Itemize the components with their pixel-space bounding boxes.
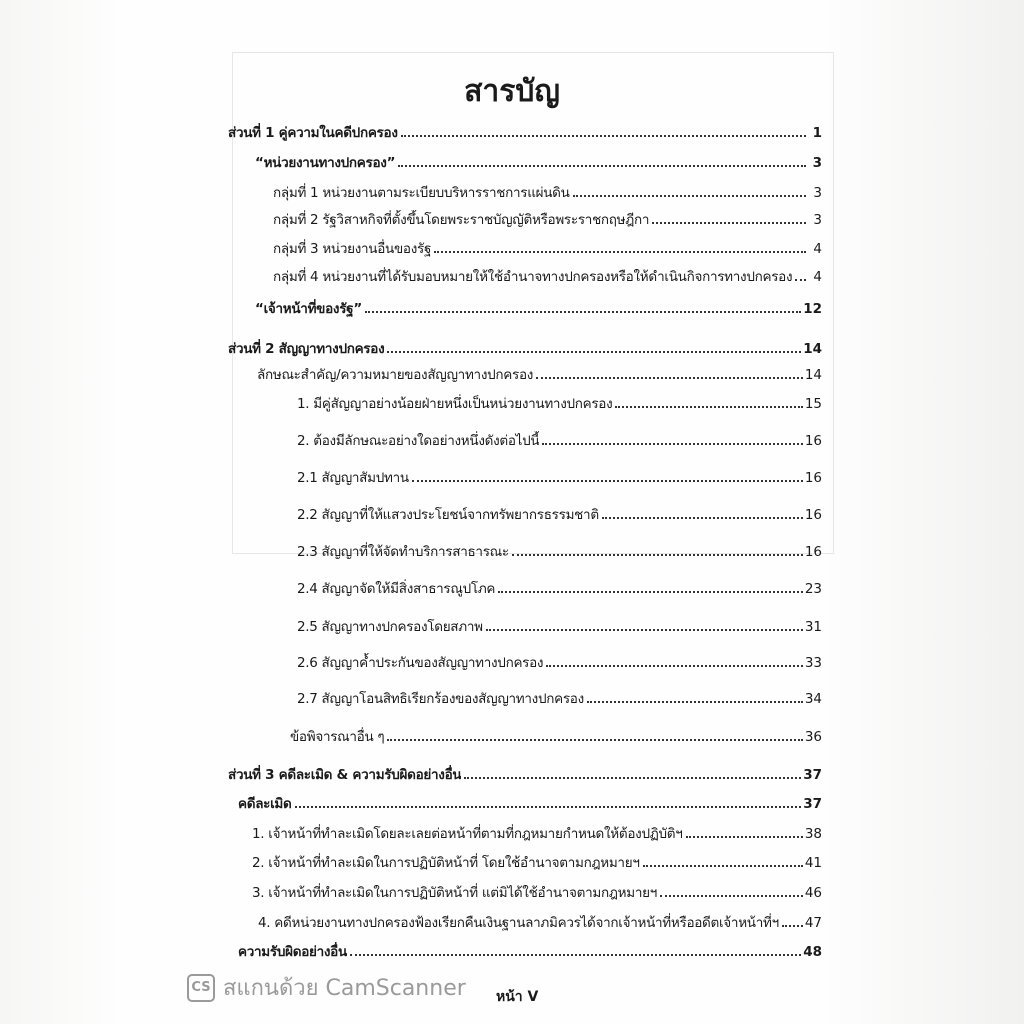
toc-entry-label: 3. เจ้าหน้าที่ทำละเมิดในการปฏิบัติหน้าที่ แต่มิได้ใช้อำนาจตามกฎหมายฯ bbox=[252, 885, 658, 901]
toc-entry-label: ลักษณะสำคัญ/ความหมายของสัญญาทางปกครอง bbox=[257, 367, 534, 383]
toc-entry bbox=[297, 689, 822, 709]
toc-entry-page: 16 bbox=[804, 507, 822, 523]
toc-entry-page: 16 bbox=[804, 544, 822, 560]
dot-leader bbox=[536, 377, 803, 379]
toc-entry-page: 31 bbox=[804, 619, 822, 635]
toc-entry-label: ความรับผิดอย่างอื่น bbox=[238, 944, 347, 960]
toc-entry bbox=[297, 579, 822, 599]
dot-leader bbox=[782, 925, 803, 927]
toc-entry bbox=[228, 123, 822, 143]
toc-entry-label: ส่วนที่ 1 คู่ความในคดีปกครอง bbox=[228, 125, 398, 141]
toc-entry-page: 3 bbox=[813, 212, 822, 228]
toc-title: สารบัญ bbox=[464, 74, 560, 109]
dot-leader bbox=[512, 554, 803, 556]
dot-leader bbox=[350, 954, 801, 956]
toc-entry bbox=[297, 431, 822, 451]
toc-entry-label: ข้อพิจารณาอื่น ๆ bbox=[290, 729, 385, 745]
toc-entry-label: กลุ่มที่ 3 หน่วยงานอื่นของรัฐ bbox=[273, 241, 432, 257]
toc-entry-page: 3 bbox=[812, 155, 822, 171]
dot-leader bbox=[486, 629, 803, 631]
toc-entry-page: 47 bbox=[804, 915, 822, 931]
dot-leader bbox=[643, 865, 803, 867]
dot-leader bbox=[602, 517, 803, 519]
toc-entry-page: 16 bbox=[804, 470, 822, 486]
toc-entry bbox=[258, 913, 822, 933]
dot-leader bbox=[398, 165, 806, 167]
toc-entry-label: คดีละเมิด bbox=[238, 796, 292, 812]
toc-entry-page: 12 bbox=[803, 301, 822, 317]
dot-leader bbox=[365, 311, 801, 313]
toc-entry bbox=[228, 339, 822, 359]
toc-entry-page: 3 bbox=[813, 185, 822, 201]
toc-entry-label: กลุ่มที่ 1 หน่วยงานตามระเบียบบริหารราชการแผ่นดิน bbox=[273, 185, 570, 201]
toc-entry-page: 15 bbox=[804, 396, 822, 412]
toc-entry-label: กลุ่มที่ 2 รัฐวิสาหกิจที่ตั้งขึ้นโดยพระราชบัญญัติหรือพระราชกฤษฎีกา bbox=[273, 212, 650, 228]
dot-leader bbox=[434, 251, 806, 253]
toc-entry-page: 4 bbox=[813, 241, 822, 257]
toc-entry bbox=[297, 468, 822, 488]
toc-entry-label: 2.5 สัญญาทางปกครองโดยสภาพ bbox=[297, 619, 483, 635]
dot-leader bbox=[412, 480, 803, 482]
dot-leader bbox=[587, 701, 803, 703]
dot-leader bbox=[546, 665, 803, 667]
toc-entry-page: 41 bbox=[804, 855, 822, 871]
dot-leader bbox=[464, 777, 801, 779]
dot-leader bbox=[615, 406, 802, 408]
toc-entry-page: 48 bbox=[803, 944, 822, 960]
toc-entry-label: กลุ่มที่ 4 หน่วยงานที่ได้รับมอบหมายให้ใช้อำนาจทางปกครองหรือให้ดำเนินกิจการทางปกครอง bbox=[273, 269, 793, 285]
toc-entry-page: 38 bbox=[804, 826, 822, 842]
toc-entry-label: 2.4 สัญญาจัดให้มีสิ่งสาธารณูปโภค bbox=[297, 581, 496, 597]
toc-entry bbox=[297, 505, 822, 525]
toc-entry-page: 14 bbox=[804, 367, 822, 383]
watermark-text: สแกนด้วย CamScanner bbox=[223, 976, 466, 1001]
toc-entry-label: 4. คดีหน่วยงานทางปกครองฟ้องเรียกคืนเงินฐานลาภมิควรได้จากเจ้าหน้าที่หรืออดีตเจ้าหน้าที่ฯ bbox=[258, 915, 779, 931]
toc-entry bbox=[290, 727, 822, 747]
camscanner-watermark bbox=[187, 970, 466, 1005]
toc-entry-label: 1. มีคู่สัญญาอย่างน้อยฝ่ายหนึ่งเป็นหน่วยงานทางปกครอง bbox=[297, 396, 613, 412]
toc-entry-page: 33 bbox=[804, 655, 822, 671]
toc-entry bbox=[273, 267, 822, 287]
page-number: หน้า V bbox=[496, 989, 539, 1005]
toc-entry-page: 16 bbox=[804, 433, 822, 449]
toc-entry bbox=[252, 824, 822, 844]
toc-entry-page: 36 bbox=[804, 729, 822, 745]
toc-entry-label: “เจ้าหน้าที่ของรัฐ” bbox=[255, 301, 362, 317]
dot-leader bbox=[542, 443, 802, 445]
dot-leader bbox=[387, 739, 802, 741]
dot-leader bbox=[295, 806, 802, 808]
toc-entry-page: 14 bbox=[803, 341, 822, 357]
toc-entry bbox=[273, 239, 822, 259]
dot-leader bbox=[652, 222, 806, 224]
toc-entry bbox=[255, 299, 822, 319]
camscanner-logo-icon: CS bbox=[187, 974, 215, 1002]
toc-entry bbox=[273, 210, 822, 230]
toc-entry-page: 23 bbox=[804, 581, 822, 597]
toc-entry bbox=[297, 653, 822, 673]
toc-entry-label: 2.2 สัญญาที่ให้แสวงประโยชน์จากทรัพยากรธรรมชาติ bbox=[297, 507, 599, 523]
toc-entry bbox=[297, 542, 822, 562]
dot-leader bbox=[660, 895, 803, 897]
toc-entry bbox=[238, 794, 822, 814]
toc-entry bbox=[273, 183, 822, 203]
toc-entry-label: “หน่วยงานทางปกครอง” bbox=[255, 155, 396, 171]
dot-leader bbox=[401, 135, 806, 137]
toc-entry-page: 34 bbox=[804, 691, 822, 707]
toc-entry bbox=[257, 365, 822, 385]
toc-entry-label: 2.7 สัญญาโอนสิทธิเรียกร้องของสัญญาทางปกครอง bbox=[297, 691, 584, 707]
toc-entry bbox=[297, 394, 822, 414]
toc-entry bbox=[252, 883, 822, 903]
toc-entry-label: 2.3 สัญญาที่ให้จัดทำบริการสาธารณะ bbox=[297, 544, 509, 560]
dot-leader bbox=[573, 195, 806, 197]
dot-leader bbox=[686, 836, 803, 838]
toc-entry bbox=[255, 153, 822, 173]
toc-entry-page: 37 bbox=[803, 796, 822, 812]
toc-entry-label: 2.6 สัญญาค้ำประกันของสัญญาทางปกครอง bbox=[297, 655, 544, 671]
toc-entry-label: 1. เจ้าหน้าที่ทำละเมิดโดยละเลยต่อหน้าที่ตามที่กฎหมายกำหนดให้ต้องปฏิบัติฯ bbox=[252, 826, 683, 842]
toc-entry-page: 4 bbox=[813, 269, 822, 285]
toc-entry-page: 46 bbox=[804, 885, 822, 901]
dot-leader bbox=[795, 279, 806, 281]
toc-entry bbox=[228, 765, 822, 785]
toc-entry bbox=[238, 942, 822, 962]
dot-leader bbox=[498, 591, 803, 593]
toc-entry-page: 1 bbox=[812, 125, 822, 141]
toc-entry-label: ส่วนที่ 2 สัญญาทางปกครอง bbox=[228, 341, 385, 357]
toc-entry-label: 2. เจ้าหน้าที่ทำละเมิดในการปฏิบัติหน้าที่ โดยใช้อำนาจตามกฎหมายฯ bbox=[252, 855, 640, 871]
dot-leader bbox=[387, 351, 801, 353]
toc-entry bbox=[297, 617, 822, 637]
toc-entry-label: ส่วนที่ 3 คดีละเมิด & ความรับผิดอย่างอื่น bbox=[228, 767, 462, 783]
toc-entry-page: 37 bbox=[803, 767, 822, 783]
toc-entry bbox=[252, 853, 822, 873]
toc-entry-label: 2.1 สัญญาสัมปทาน bbox=[297, 470, 409, 486]
toc-entry-label: 2. ต้องมีลักษณะอย่างใดอย่างหนึ่งดังต่อไปนี้ bbox=[297, 433, 540, 449]
